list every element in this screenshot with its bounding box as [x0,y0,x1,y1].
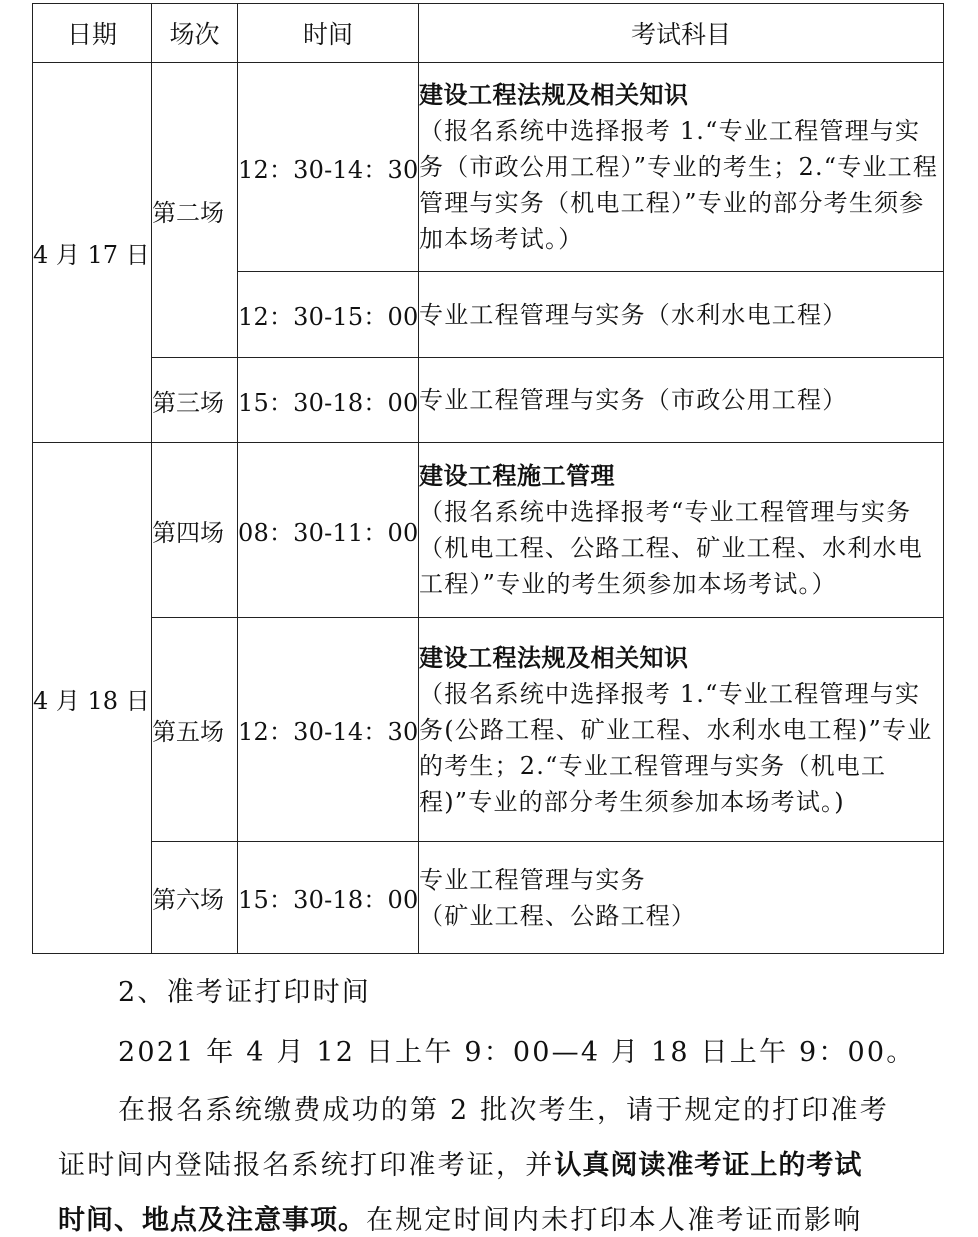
notice-line-2 [58,1143,862,1182]
subject-cell [419,618,944,842]
time-cell: 12：30-14：30 [238,63,419,272]
date-cell: 4 月 17 日 [33,63,152,443]
subject-note: （报名系统中选择报考 1.“专业工程管理与实务(公路工程、矿业工程、水利水电工程)”专业的考生；2.“专业工程管理与实务（机电工程)”专业的部分考生须参加本场考试。) [419,679,933,816]
subject-title: 建设工程施工管理 [419,462,615,490]
notice-emphasis: 时间、地点及注意事项。 [58,1205,366,1236]
header-session: 场次 [152,4,238,63]
table-row [33,443,944,618]
notice-line-1: 在报名系统缴费成功的第 2 批次考生，请于规定的打印准考 [118,1095,889,1126]
header-date: 日期 [33,4,152,63]
time-cell: 15：30-18：00 [238,358,419,443]
time-cell: 08：30-11：00 [238,443,419,618]
table-header-row [33,4,944,63]
date-cell: 4 月 18 日 [33,443,152,954]
subject-title: 建设工程法规及相关知识 [419,643,689,672]
subject-cell [419,443,944,618]
header-subject: 考试科目 [419,4,944,63]
subject-line: （矿业工程、公路工程） [419,901,697,930]
subject-cell [419,63,944,272]
subject-title: 建设工程法规及相关知识 [419,81,689,109]
section-heading: 2、准考证打印时间 [118,977,371,1008]
session-cell: 第二场 [152,63,238,358]
subject-line: 专业工程管理与实务 [419,865,646,894]
subject-cell [419,842,944,954]
time-cell: 12：30-15：00 [238,272,419,358]
session-cell: 第三场 [152,358,238,443]
session-cell: 第五场 [152,618,238,842]
session-cell: 第四场 [152,443,238,618]
notice-text: 在规定时间内未打印本人准考证而影响 [366,1205,863,1236]
print-time: 2021 年 4 月 12 日上午 9：00—4 月 18 日上午 9：00。 [118,1037,916,1068]
notice-text: 证时间内登陆报名系统打印准考证，并 [58,1150,555,1181]
subject-cell: 专业工程管理与实务（水利水电工程） [419,272,944,358]
subject-note: （报名系统中选择报考“专业工程管理与实务（机电工程、公路工程、矿业工程、水利水电工程）”专业的考生须参加本场考试。） [419,498,923,598]
notice-emphasis: 认真阅读准考证上的考试 [554,1150,863,1181]
table-row [33,63,944,272]
exam-schedule-table [32,3,944,954]
table-row [33,618,944,842]
notice-line-3 [58,1198,862,1237]
subject-note: （报名系统中选择报考 1.“专业工程管理与实务（市政公用工程）”专业的考生；2.“专业工程管理与实务（机电工程）”专业的部分考生须参加本场考试。） [419,117,939,253]
time-cell: 12：30-14：30 [238,618,419,842]
session-cell: 第六场 [152,842,238,954]
subject-cell: 专业工程管理与实务（市政公用工程） [419,358,944,443]
table-row [33,358,944,443]
header-time: 时间 [238,4,419,63]
time-cell: 15：30-18：00 [238,842,419,954]
table-row [33,842,944,954]
